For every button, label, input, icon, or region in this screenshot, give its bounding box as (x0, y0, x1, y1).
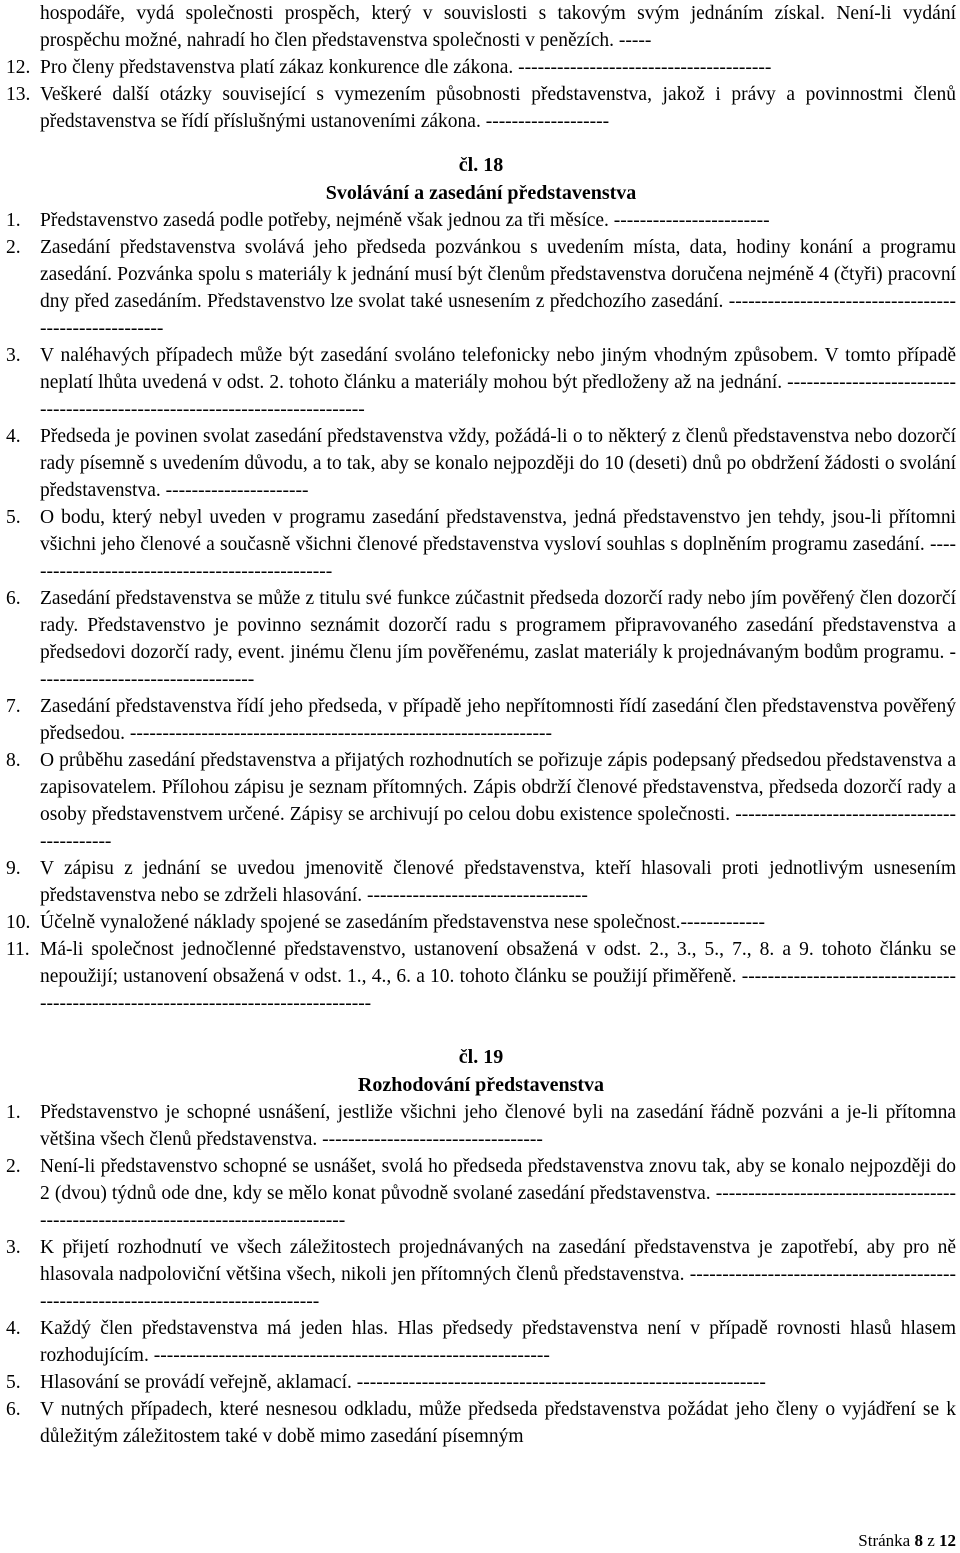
item-text: Zasedání představenstva se může z titulu své funkce zúčastnit předseda dozorčí rady nebo jím pověřený člen dozorčí rady. Představenstvo je povinno seznámit dozorčí radu s programem připravovaného zasedání představenstva a předsedovi dozorčí rady, event. jinému členu jím pověřenému, zaslat materiály k projednávaným bodům programu. ---------------------------------- (40, 588, 956, 690)
intro-list (6, 54, 956, 135)
article-18-number: čl. 18 (458, 154, 504, 176)
article-19-title: Rozhodování představenstva (357, 1074, 605, 1096)
item-text: Zasedání představenstva řídí jeho předseda, v případě jeho nepřítomnosti řídí zasedání člen představenstva pověřený předsedou. ----------------------------------------------------------------- (40, 696, 956, 744)
intro-item (6, 81, 956, 135)
item-number: 2. (6, 237, 21, 258)
item-text: O průběhu zasedání představenstva a přijatých rozhodnutích se pořizuje zápis podepsaný předsedou představenstva a zapisovatelem. Přílohou zápisu je seznam přítomných. Zápis obdrží členové představenstva, předseda dozorčí rady a osoby představenstvem určené. Zápisy se archivují po celou dobu existence společnosti. --------------------------------------------- (40, 750, 956, 852)
item-text: Představenstvo zasedá podle potřeby, nejméně však jednou za tři měsíce. ------------------------ (40, 210, 770, 231)
item-number: 13. (6, 84, 31, 105)
article-18-item (6, 585, 956, 693)
item-text: Účelně vynaložené náklady spojené se zasedáním představenstva nese společnost.------------- (40, 912, 765, 933)
item-number: 2. (6, 1156, 21, 1177)
item-text: Předseda je povinen svolat zasedání představenstva vždy, požádá-li o to některý z členů představenstva nebo dozorčí rady písemně s uvedením důvodu, a to tak, aby se konalo nejpozději do 10 (deseti) dnů po obdržení žádosti o svolání představenstva. ---------------------- (40, 426, 956, 501)
item-text: Má-li společnost jednočlenné představenstvo, ustanovení obsažená v odst. 2., 3., 5., 7., 8. a 9. tohoto článku se nepoužijí; ustanovení obsažená v odst. 1., 4., 6. a 10. tohoto článku se použijí přiměřeně. ------------------------------------------------------------------------------------ (40, 939, 956, 1014)
article-18-item (6, 342, 956, 423)
article-18-item (6, 855, 956, 909)
item-number: 1. (6, 1102, 21, 1123)
article-18-item (6, 504, 956, 585)
item-number: 4. (6, 1318, 21, 1339)
item-text: Představenstvo je schopné usnášení, jestliže všichni jeho členové byli na zasedání řádně pozváni a je-li přítomna většina všech členů představenstva. ---------------------------------- (40, 1102, 956, 1150)
item-number: 12. (6, 57, 31, 78)
article-18-title: Svolávání a zasedání představenstva (325, 182, 637, 204)
item-text: Pro členy představenstva platí zákaz konkurence dle zákona. --------------------------------------- (40, 57, 772, 78)
article-19-item (6, 1369, 956, 1396)
item-number: 7. (6, 696, 21, 717)
item-number: 11. (6, 939, 30, 960)
page-footer (858, 1531, 956, 1551)
document-body (6, 0, 956, 1450)
item-number: 9. (6, 858, 21, 879)
continued-paragraph (6, 0, 956, 54)
footer-prefix: Stránka (858, 1531, 911, 1550)
item-text: Není-li představenstvo schopné se usnášet, svolá ho předseda představenstva znovu tak, aby se konalo nejpozději do 2 (dvou) týdnů ode dne, kdy se mělo konat původně svolané zasedání představenstva. ------------------------------------------------------------------------------------ (40, 1156, 956, 1231)
item-number: 5. (6, 1372, 21, 1393)
article-19-item (6, 1315, 956, 1369)
item-text: V zápisu z jednání se uvedou jmenovitě členové představenstva, kteří hlasovali proti jednotlivým usnesením představenstva nebo se zdrželi hlasování. ---------------------------------- (40, 858, 956, 906)
article-18-list (6, 207, 956, 1017)
item-number: 3. (6, 1237, 21, 1258)
item-number: 3. (6, 345, 21, 366)
item-text: Každý člen představenstva má jeden hlas. Hlas předsedy představenstva není v případě rovnosti hlasů hlasem rozhodujícím. ------------------------------------------------------------- (40, 1318, 956, 1366)
item-number: 10. (6, 912, 31, 933)
item-text: V naléhavých případech může být zasedání svoláno telefonicky nebo jiným vhodným způsobem. V tomto případě neplatí lhůta uvedená v odst. 2. tohoto článku a materiály mohou být předloženy až na jednání. ---------------------------------------------------------------------------- (40, 345, 956, 420)
article-18-item (6, 207, 956, 234)
item-text: V nutných případech, které nesnesou odkladu, může předseda představenstva požádat jeho členy o vyjádření se k důležitým záležitostem také v době mimo zasedání písemným (40, 1399, 956, 1447)
item-text: Zasedání představenstva svolává jeho předseda pozvánkou s uvedením místa, data, hodiny konání a programu zasedání. Pozvánka spolu s materiály k jednání musí být členům představenstva doručena nejméně 4 (čtyři) pracovní dny před zasedáním. Představenstvo lze svolat také usnesením z předchozího zasedání. ------------------------------------------------------ (40, 237, 956, 339)
article-18-item (6, 693, 956, 747)
item-number: 6. (6, 588, 21, 609)
intro-item (6, 54, 956, 81)
article-18-item (6, 234, 956, 342)
paragraph-text: hospodáře, vydá společnosti prospěch, který v souvislosti s takovým svým jednáním získal. Není-li vydání prospěchu možné, nahradí ho člen představenstva společnosti v penězích. ----- (40, 3, 956, 51)
article-18-item (6, 909, 956, 936)
footer-current-page: 8 (914, 1531, 923, 1550)
footer-total-pages: 12 (939, 1531, 956, 1550)
article-18-item (6, 423, 956, 504)
article-19-item (6, 1099, 956, 1153)
item-number: 8. (6, 750, 21, 771)
item-text: Hlasování se provádí veřejně, aklamací. --------------------------------------------------------------- (40, 1372, 766, 1393)
article-19-item (6, 1153, 956, 1234)
article-19-number: čl. 19 (458, 1046, 504, 1068)
article-18-item (6, 747, 956, 855)
article-19-list (6, 1099, 956, 1450)
item-number: 5. (6, 507, 21, 528)
article-19-item (6, 1234, 956, 1315)
item-text: O bodu, který nebyl uveden v programu zasedání představenstva, jedná představenstvo jen tehdy, jsou-li přítomni všichni jeho členové a současně všichni členové představenstva vysloví souhlas s doplněním programu zasedání. ------------------------------------------------- (40, 507, 956, 582)
footer-separator: z (927, 1531, 935, 1550)
article-19-item (6, 1396, 956, 1450)
item-text: K přijetí rozhodnutí ve všech záležitostech projednávaných na zasedání představenstva je zapotřebí, aby pro ně hlasovala nadpoloviční většina všech, nikoli jen přítomných členů představenstva. ------------------------------------------------------------------------------------ (40, 1237, 956, 1312)
item-text: Veškeré další otázky související s vymezením působnosti představenstva, jakož i právy a povinnostmi členů představenstva se řídí příslušnými ustanoveními zákona. ------------------- (40, 84, 956, 132)
item-number: 6. (6, 1399, 21, 1420)
article-18-item (6, 936, 956, 1017)
item-number: 4. (6, 426, 21, 447)
item-number: 1. (6, 210, 21, 231)
